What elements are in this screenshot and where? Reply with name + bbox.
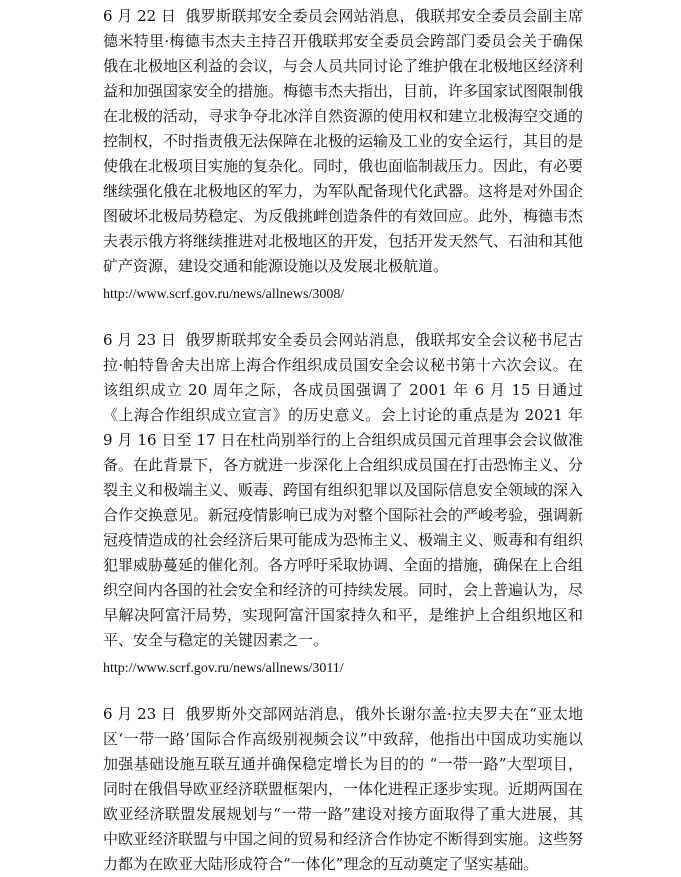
- document-page: [103, 4, 583, 877]
- entry-text: 俄罗斯联邦安全委员会网站消息，俄联邦安全委员会副主席德米特里·梅德韦杰夫主持召开俄联邦安全委员会跨部门委员会关于确保俄在北极地区利益的会议，与会人员共同讨论了维护俄在北极地区经济利益和加强国家安全的措施。梅德韦杰夫指出，目前，许多国家试图限制俄在北极的活动，寻求争夺北冰洋自然资源的使用权和建立北极海空交通的控制权，不时指责俄无法保障在北极的运输及工业的安全运行，其目的是使俄在北极项目实施的复杂化。同时，俄也面临制裁压力。因此，有必要继续强化俄在北极地区的军力，为军队配备现代化武器。这将是对外国企图破坏北极局势稳定、为反俄挑衅创造条件的有效回应。此外，梅德韦杰夫表示俄方将继续推进对北极地区的开发，包括开发天然气、石油和其他矿产资源，建设交通和能源设施以及发展北极航道。: [103, 7, 584, 275]
- entry-date: 6 月 22 日: [103, 7, 176, 25]
- entry-text: 俄罗斯外交部网站消息，俄外长谢尔盖·拉夫罗夫在“亚太地区‘一带一路’国际合作高级别视频会议”中致辞，他指出中国成功实施以加强基础设施互联互通并确保稳定增长为目的的 “一带一路”大型项目，同时在俄倡导欧亚经济联盟框架内，一体化进程正逐步实现。近期两国在欧亚经济联盟发展规划与“一带一路”建设对接方面取得了重大进展，其中欧亚经济联盟与中国之间的贸易和经济合作协定不断得到实施。这些努力都为在欧亚大陆形成符合“一体化”理念的互动奠定了坚实基础。: [103, 705, 584, 873]
- news-entry: [103, 702, 583, 877]
- entry-date: 6 月 23 日: [103, 331, 176, 349]
- entry-date: 6 月 23 日: [103, 705, 176, 723]
- entry-text: 俄罗斯联邦安全委员会网站消息，俄联邦安全会议秘书尼古拉·帕特鲁舍夫出席上海合作组织成员国安全会议秘书第十六次会议。在该组织成立 20 周年之际，各成员国强调了 2001 年 6 月 15 日通过《上海合作组织成立宣言》的历史意义。会上讨论的重点是为 2021 年 9 月 16 日至 17 日在杜尚别举行的上合组织成员国元首理事会会议做准备。在此背景下，各方就进一步深化上合组织成员国在打击恐怖主义、分裂主义和极端主义、贩毒、跨国有组织犯罪以及国际信息安全领域的深入合作交换意见。新冠疫情影响已成为对整个国际社会的严峻考验，强调新冠疫情造成的社会经济后果可能成为恐怖主义、极端主义、贩毒和有组织犯罪威胁蔓延的催化剂。各方呼吁采取协调、全面的措施，确保在上合组织空间内各国的社会安全和经济的可持续发展。同时，会上普遍认为，尽早解决阿富汗局势，实现阿富汗国家持久和平，是维护上合组织地区和平、安全与稳定的关键因素之一。: [103, 331, 584, 649]
- news-entry: [103, 4, 583, 307]
- entry-paragraph: [103, 4, 583, 279]
- source-link[interactable]: http://www.scrf.gov.ru/news/allnews/3011/: [103, 661, 344, 676]
- entry-paragraph: [103, 328, 583, 653]
- entry-paragraph: [103, 702, 583, 877]
- source-link[interactable]: http://www.scrf.gov.ru/news/allnews/3008/: [103, 287, 345, 302]
- news-entry: [103, 328, 583, 681]
